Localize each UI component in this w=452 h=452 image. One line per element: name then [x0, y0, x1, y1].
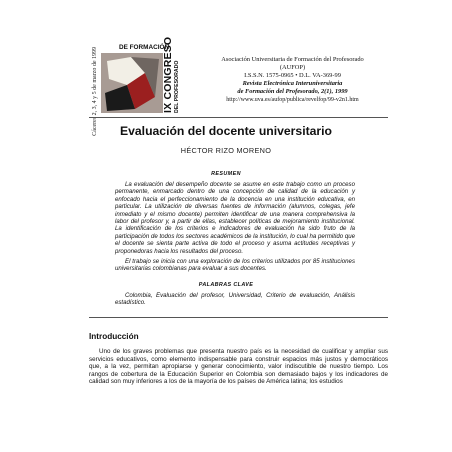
publisher-line: (AUFOP) [279, 64, 306, 72]
journal-line: de Formación del Profesorado, 2(1), 1999 [237, 88, 348, 96]
vertical-date-note: Cáceres 2, 3, 4 y 5 de marzo de 1999 [92, 47, 98, 136]
publisher-line: Asociación Universitaria de Formación del Profesorado [221, 56, 364, 63]
keywords-label: PALABRAS CLAVE [198, 282, 254, 288]
section-heading: Introducción [89, 332, 139, 341]
logo-graphic [101, 53, 163, 113]
logo-profesorado-text: DEL PROFESORADO [174, 60, 180, 113]
keywords-text: Colombia, Evaluación del profesor, Universidad, Criterio de evaluación, Análisis estadístico. [115, 292, 355, 307]
abstract-label: RESUMEN [211, 171, 241, 177]
publication-info [190, 56, 395, 105]
abstract-paragraph: El trabajo se inicia con una exploración de los criterios utilizados por 85 instituciones universitarias colombianas para evaluar a sus docentes. [115, 258, 355, 273]
header-divider [89, 117, 388, 118]
logo-top-text: DE FORMACIÓN [119, 44, 170, 51]
paper-title: Evaluación del docente universitario [120, 124, 332, 138]
intro-paragraph: Uno de los graves problemas que presenta nuestro país es la necesidad de cualificar y ampliar sus servicios educativos, como elemento indispensable para construir espacios más justos y democráticos que, a la vez, permitan apropiarse y generar conocimiento, valor indiscutible de nuestro tiempo. Los rangos de cobertura de la Educación Superior en Colombia son demasiado bajos y los indicadores de calidad son muy inferiores a los de la mayoría de los países de América latina; los estudios [89, 348, 388, 386]
logo-congress-text: IX CONGRESO [162, 36, 174, 113]
abstract-body [115, 181, 355, 273]
section-divider [89, 317, 388, 318]
keywords-body [115, 292, 355, 307]
issn-line: I.S.S.N. 1575-0965 • D.L. VA-369-99 [244, 72, 341, 80]
paper-author: HÉCTOR RIZO MORENO [180, 146, 272, 155]
journal-line: Revista Electrónica Interuniversitaria [242, 80, 343, 88]
congress-logo [101, 36, 183, 113]
abstract-paragraph: La evaluación del desempeño docente se asume en este trabajo como un proceso permanente, enmarcado dentro de una concepción de calidad de la educación y enfocado hacia el perfeccionamiento de la docencia en una institución educativa, en particular. La utilización de diversas fuentes de información (alumnos, colegas, jefe inmediato y el mismo docente) permiten identificar de una manera comprehensiva la labor del profesor y, a partir de ellas, establecer políticas de mejoramiento institucional. La identificación de los criterios e indicadores de evaluación ha sido fruto de la participación de todos los sectores académicos de la institución, lo cual ha permitido que el docente se sienta parte activa de todo el proceso y asuma actitudes receptivas y proponedoras hacia los resultados del proceso. [115, 181, 355, 255]
journal-url: http://www.uva.es/aufop/publica/revelfop/99-v2n1.htm [226, 97, 359, 104]
intro-body [89, 348, 388, 386]
